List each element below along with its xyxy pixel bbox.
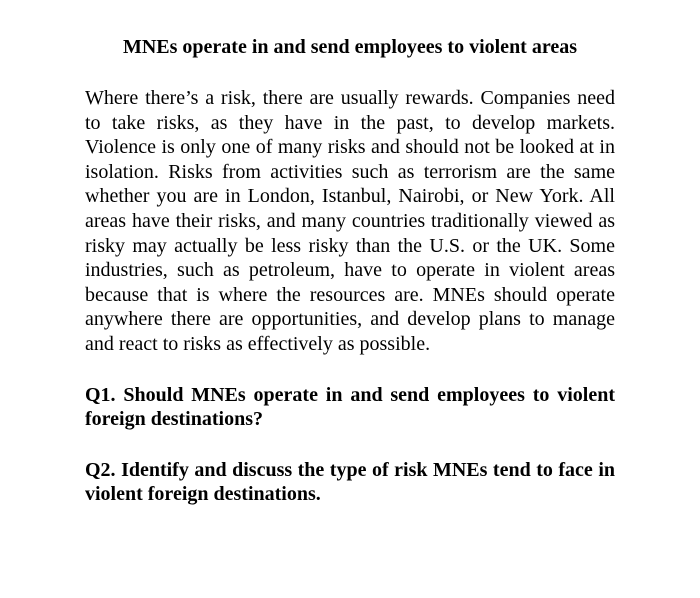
document-title: MNEs operate in and send employees to violent areas: [122, 36, 578, 58]
question-1: Q1. Should MNEs operate in and send employees to violent foreign destinations?: [85, 383, 615, 431]
body-paragraph: Where there’s a risk, there are usually rewards. Companies need to take risks, as they have in the past, to develop markets. Violence is only one of many risks and should not be looked at in isolation. Risks from activities such as terrorism are the same whether you are in London, Istanbul, Nairobi, or New York. All areas have their risks, and many countries traditionally viewed as risky may actually be less risky than the U.S. or the UK. Some industries, such as petroleum, have to operate in violent areas because that is where the resources are. MNEs should operate anywhere there are opportunities, and develop plans to manage and react to risks as effectively as possible.: [85, 87, 615, 355]
question-2: Q2. Identify and discuss the type of risk MNEs tend to face in violent foreign destinations.: [85, 458, 615, 506]
document-page: [85, 33, 615, 507]
